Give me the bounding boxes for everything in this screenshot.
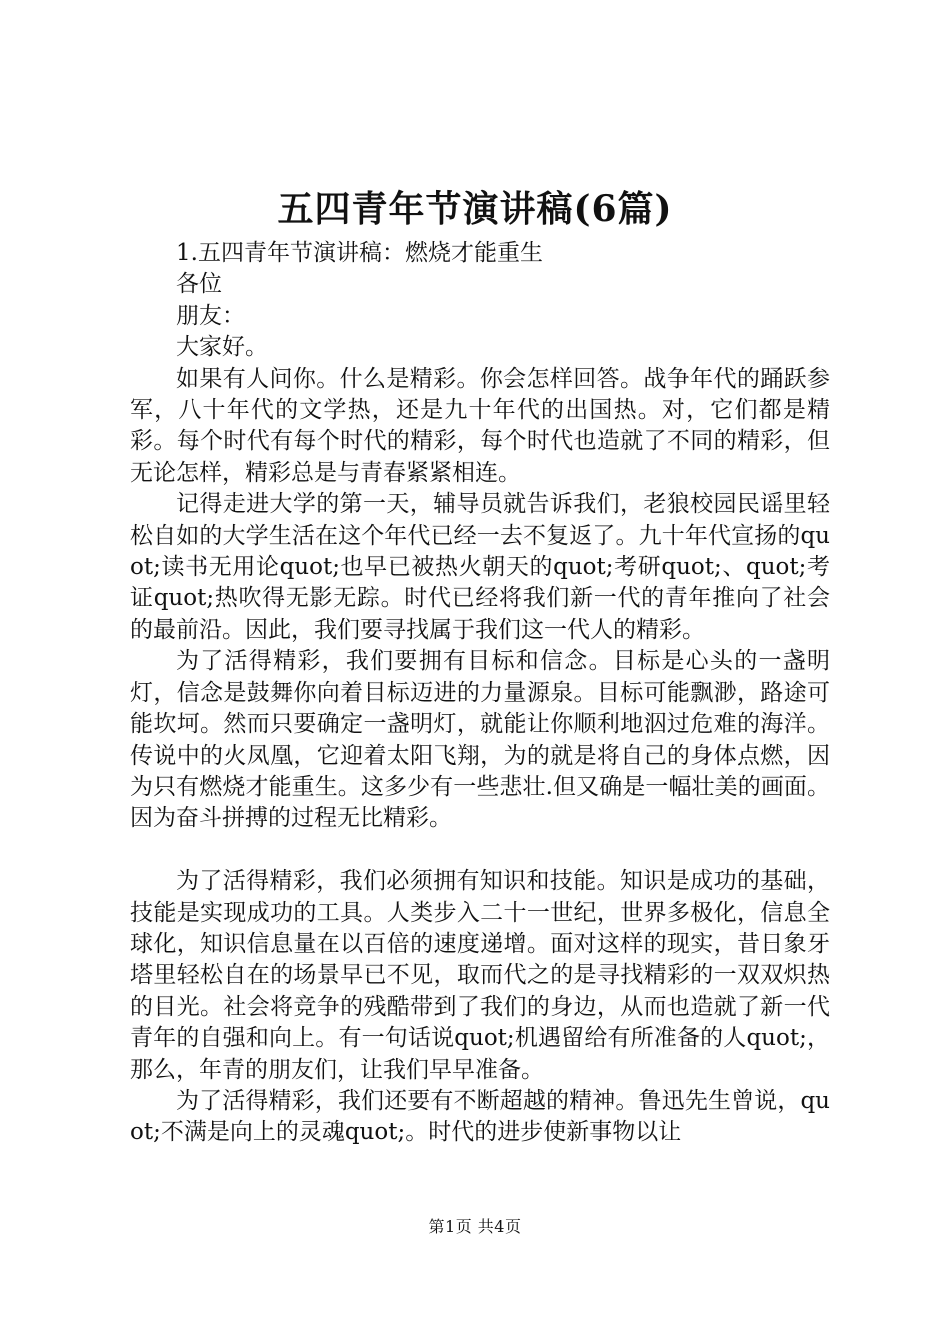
- paragraph: 如果有人问你。什么是精彩。你会怎样回答。战争年代的踊跃参军，八十年代的文学热，还是九十年代的出国热。对，它们都是精彩。每个时代有每个时代的精彩，每个时代也造就了不同的精彩，但无论怎样，精彩总是与青春紧紧相连。: [130, 365, 830, 486]
- paragraph: 1.五四青年节演讲稿：燃烧才能重生: [176, 240, 543, 266]
- paragraph: 为了活得精彩，我们必须拥有知识和技能。知识是成功的基础，技能是实现成功的工具。人类步入二十一世纪，世界多极化，信息全球化，知识信息量在以百倍的速度递增。面对这样的现实，昔日象牙塔里轻松自在的场景早已不见，取而代之的是寻找精彩的一双双炽热的目光。社会将竞争的残酷带到了我们的身边，从而也造就了新一代青年的自强和向上。有一句话说quot;机遇留给有所准备的人quot;，那么，年青的朋友们，让我们早早准备。: [130, 868, 830, 1083]
- paragraph: 大家好。: [176, 334, 268, 361]
- paragraph: 为了活得精彩，我们要拥有目标和信念。目标是心头的一盏明灯，信念是鼓舞你向着目标迈进的力量源泉。目标可能飘渺，路途可能坎坷。然而只要确定一盏明灯，就能让你顺利地泅过危难的海洋。传说中的火凤凰，它迎着太阳飞翔，为的就是将自己的身体点燃，因为只有燃烧才能重生。这多少有一些悲壮.但又确是一幅壮美的画面。因为奋斗拼搏的过程无比精彩。: [130, 648, 830, 832]
- paragraph: 各位: [176, 271, 222, 298]
- paragraph: 朋友：: [176, 302, 245, 329]
- document-body: [130, 238, 830, 1149]
- paragraph: 记得走进大学的第一天，辅导员就告诉我们，老狼校园民谣里轻松自如的大学生活在这个年代已经一去不复返了。九十年代宣扬的quot;读书无用论quot;也早已被热火朝天的quot;考研quot;、quot;考证quot;热吹得无影无踪。时代已经将我们新一代的青年推向了社会的最前沿。因此，我们要寻找属于我们这一代人的精彩。: [130, 491, 830, 643]
- document-title: 五四青年节演讲稿(6篇): [277, 188, 673, 230]
- page-number-footer: 第1页 共4页: [428, 1217, 522, 1236]
- paragraph: 为了活得精彩，我们还要有不断超越的精神。鲁迅先生曾说，quot;不满是向上的灵魂quot;。时代的进步使新事物以让: [130, 1087, 830, 1146]
